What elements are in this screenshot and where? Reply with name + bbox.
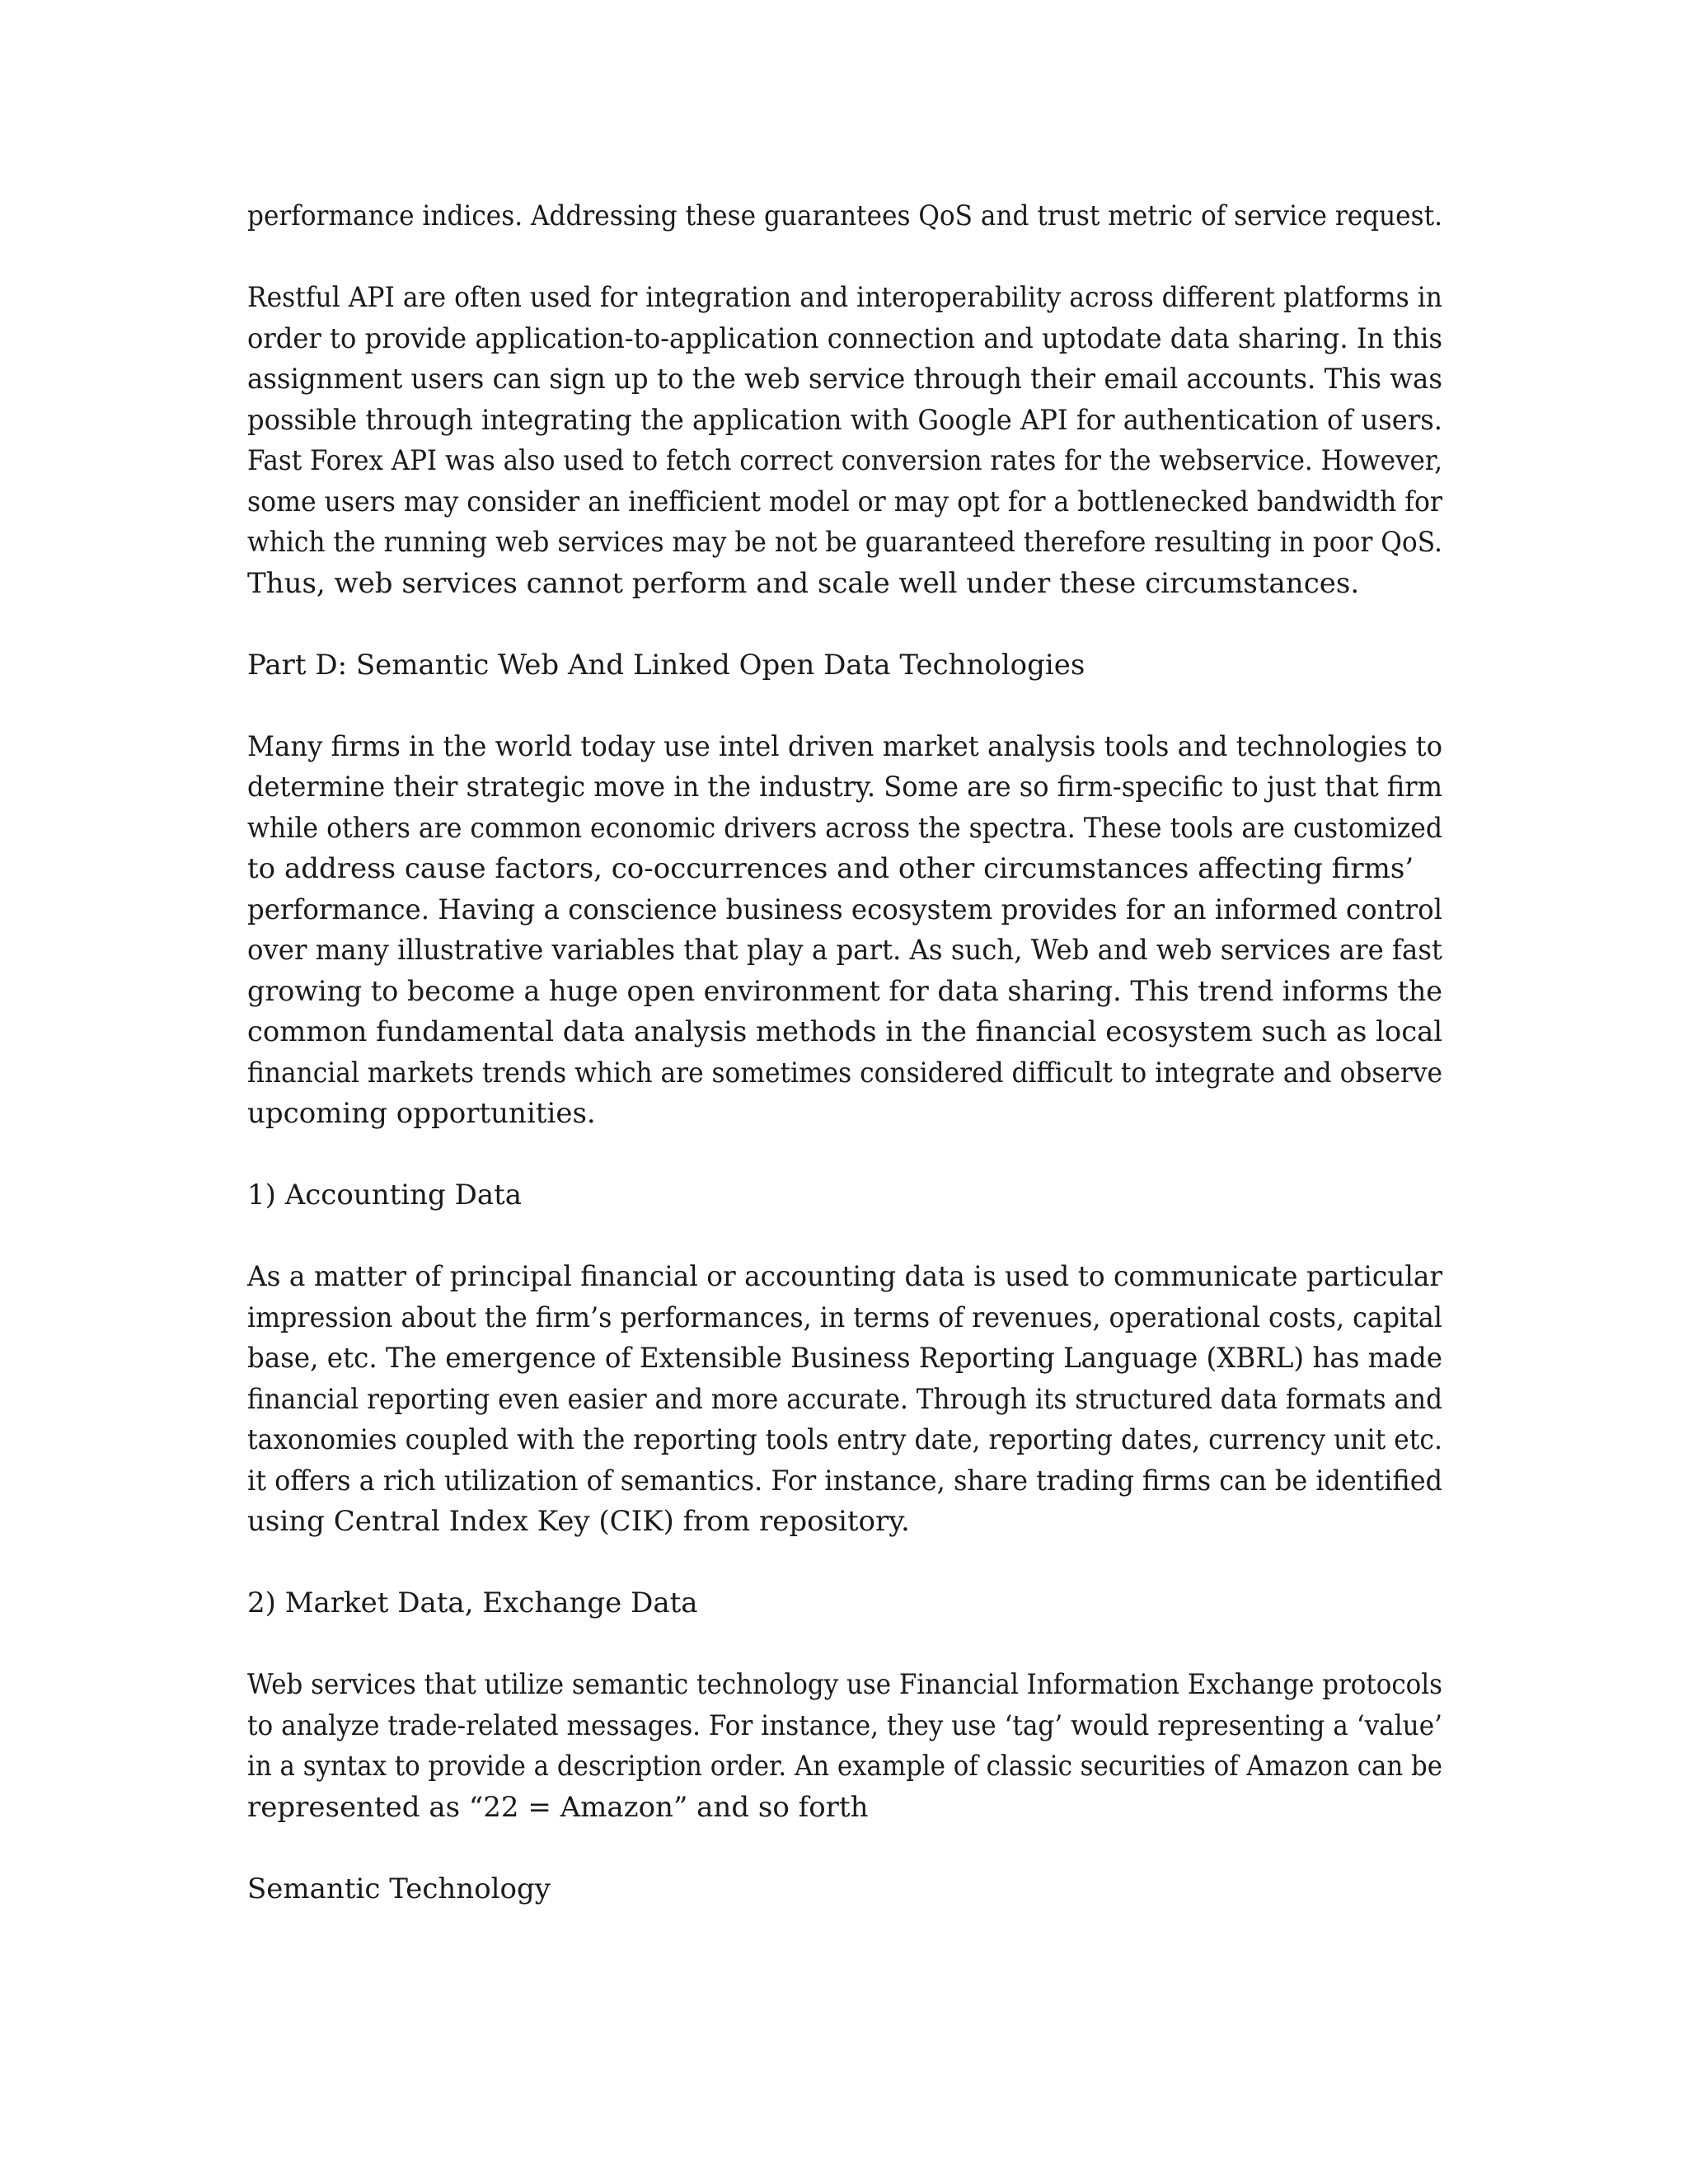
- paragraph-restful-api: [247, 278, 1442, 604]
- text-line: using Central Index Key (CIK) from repository.: [247, 1505, 910, 1538]
- text-line: determine their strategic move in the industry. Some are so firm-specific to just that firm: [247, 771, 1443, 804]
- heading-text: 1) Accounting Data: [247, 1179, 523, 1212]
- text-line: Fast Forex API was also used to fetch correct conversion rates for the webservice. However,: [247, 444, 1443, 477]
- text-line: Many firms in the world today use intel driven market analysis tools and technologies to: [247, 729, 1443, 763]
- section-heading-part-d: [247, 645, 1442, 687]
- text-line: over many illustrative variables that play a part. As such, Web and web services are fast: [247, 934, 1442, 967]
- text-line: financial markets trends which are sometimes considered difficult to integrate and observe: [247, 1056, 1443, 1090]
- section-heading-market-data: [247, 1583, 1442, 1624]
- heading-text: 2) Market Data, Exchange Data: [247, 1586, 698, 1619]
- text-line: performance. Having a conscience business ecosystem provides for an informed control: [247, 893, 1442, 926]
- text-line: in a syntax to provide a description order. An example of classic securities of Amazon can be: [247, 1750, 1443, 1783]
- section-heading-accounting-data: [247, 1175, 1442, 1216]
- text-line: Thus, web services cannot perform and scale well under these circumstances.: [247, 566, 1360, 600]
- section-heading-semantic-technology: [247, 1869, 1442, 1910]
- text-line: assignment users can sign up to the web service through their email accounts. This was: [247, 363, 1442, 396]
- text-line: growing to become a huge open environment for data sharing. This trend informs the: [247, 974, 1443, 1008]
- document-body: [247, 196, 1442, 1951]
- text-line: impression about the firm’s performances, in terms of revenues, operational costs, capital: [247, 1301, 1442, 1334]
- text-line: taxonomies coupled with the reporting tools entry date, reporting dates, currency unit etc.: [247, 1423, 1442, 1456]
- text-line: possible through integrating the application with Google API for authentication of users.: [247, 403, 1442, 437]
- paragraph-market-analysis: [247, 727, 1442, 1135]
- text-line: upcoming opportunities.: [247, 1097, 596, 1130]
- text-line: some users may consider an inefficient model or may opt for a bottlenecked bandwidth for: [247, 485, 1442, 518]
- text-line: Web services that utilize semantic technology use Financial Information Exchange protocols: [247, 1668, 1443, 1701]
- paragraph-market-data: [247, 1665, 1442, 1828]
- text-line: represented as “22 = Amazon” and so forth: [247, 1790, 869, 1824]
- heading-text: Part D: Semantic Web And Linked Open Data Technologies: [247, 648, 1085, 682]
- text-line: financial reporting even easier and more accurate. Through its structured data formats and: [247, 1382, 1443, 1416]
- text-line: while others are common economic drivers across the spectra. These tools are customized: [247, 811, 1443, 845]
- text-line: performance indices. Addressing these guarantees QoS and trust metric of service request.: [247, 199, 1443, 232]
- text-line: base, etc. The emergence of Extensible Business Reporting Language (XBRL) has made: [247, 1342, 1443, 1375]
- text-line: which the running web services may be not be guaranteed therefore resulting in poor QoS.: [247, 526, 1442, 559]
- text-line: order to provide application-to-application connection and uptodate data sharing. In this: [247, 321, 1443, 355]
- paragraph-accounting-data: [247, 1257, 1442, 1543]
- text-line: it offers a rich utilization of semantics. For instance, share trading firms can be identified: [247, 1464, 1443, 1497]
- text-line: As a matter of principal financial or accounting data is used to communicate particular: [247, 1260, 1443, 1293]
- text-line: Restful API are often used for integration and interoperability across different platforms in: [247, 281, 1442, 314]
- text-line: common fundamental data analysis methods in the financial ecosystem such as local: [247, 1015, 1443, 1048]
- paragraph-qos-intro: [247, 196, 1442, 237]
- text-line: to address cause factors, co-occurrences and other circumstances affecting firms’: [247, 852, 1414, 885]
- text-line: to analyze trade-related messages. For instance, they use ‘tag’ would representing a ‘value’: [247, 1708, 1442, 1742]
- heading-text: Semantic Technology: [247, 1872, 551, 1905]
